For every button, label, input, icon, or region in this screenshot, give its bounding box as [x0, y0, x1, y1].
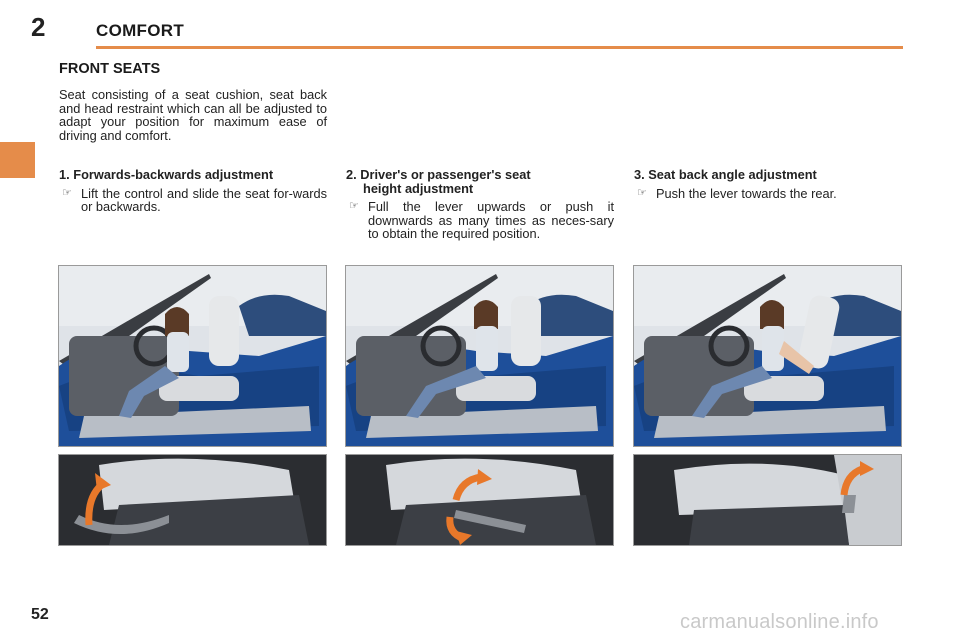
page-number: 52 — [31, 606, 49, 623]
header-rule — [96, 46, 903, 49]
car-seat-illustration-2 — [345, 265, 614, 447]
adjustment-2-text: Full the lever upwards or push it downwards as many times as neces-sary to obtain the required position. — [368, 199, 614, 242]
adjustment-3-title: Seat back angle adjustment — [648, 167, 817, 182]
pointing-hand-icon: ☞ — [349, 200, 359, 213]
adjustment-2 — [346, 168, 614, 241]
adjustment-2-heading — [346, 168, 614, 182]
pointing-hand-icon: ☞ — [637, 186, 647, 199]
adjustment-1 — [59, 168, 327, 214]
adjustment-2-title-line1: Driver's or passenger's seat — [360, 167, 531, 182]
chapter-side-tab — [0, 142, 35, 178]
adjustment-2-instruction — [346, 200, 614, 241]
adjustment-1-text: Lift the control and slide the seat for-wards or backwards. — [81, 185, 327, 215]
adjustment-3-heading — [634, 168, 902, 182]
section-title: FRONT SEATS — [59, 61, 161, 77]
chapter-title: COMFORT — [96, 21, 185, 40]
adjustment-1-instruction — [59, 187, 327, 214]
watermark: carmanualsonline.info — [680, 611, 879, 633]
adjustment-3-instruction — [634, 187, 902, 201]
section-intro: Seat consisting of a seat cushion, seat back and head restraint which can all be adjusted to adapt your position for maximum ease of driving and comfort. — [59, 87, 327, 143]
adjustment-1-number: 1. — [59, 167, 70, 182]
adjustment-2-number: 2. — [346, 167, 357, 182]
seat-control-detail-1 — [58, 454, 327, 546]
pointing-hand-icon: ☞ — [62, 186, 72, 199]
adjustment-1-title: Forwards-backwards adjustment — [73, 167, 274, 182]
car-seat-illustration-1 — [58, 265, 327, 447]
adjustment-3-number: 3. — [634, 167, 645, 182]
adjustment-2-title-line2: height adjustment — [363, 180, 474, 196]
adjustment-3 — [634, 168, 902, 200]
car-seat-illustration-3 — [633, 265, 902, 447]
seat-control-detail-3 — [633, 454, 902, 546]
seat-control-detail-2 — [345, 454, 614, 546]
chapter-number: 2 — [31, 12, 46, 42]
adjustment-1-heading — [59, 168, 327, 182]
adjustment-3-text: Push the lever towards the rear. — [656, 185, 837, 201]
